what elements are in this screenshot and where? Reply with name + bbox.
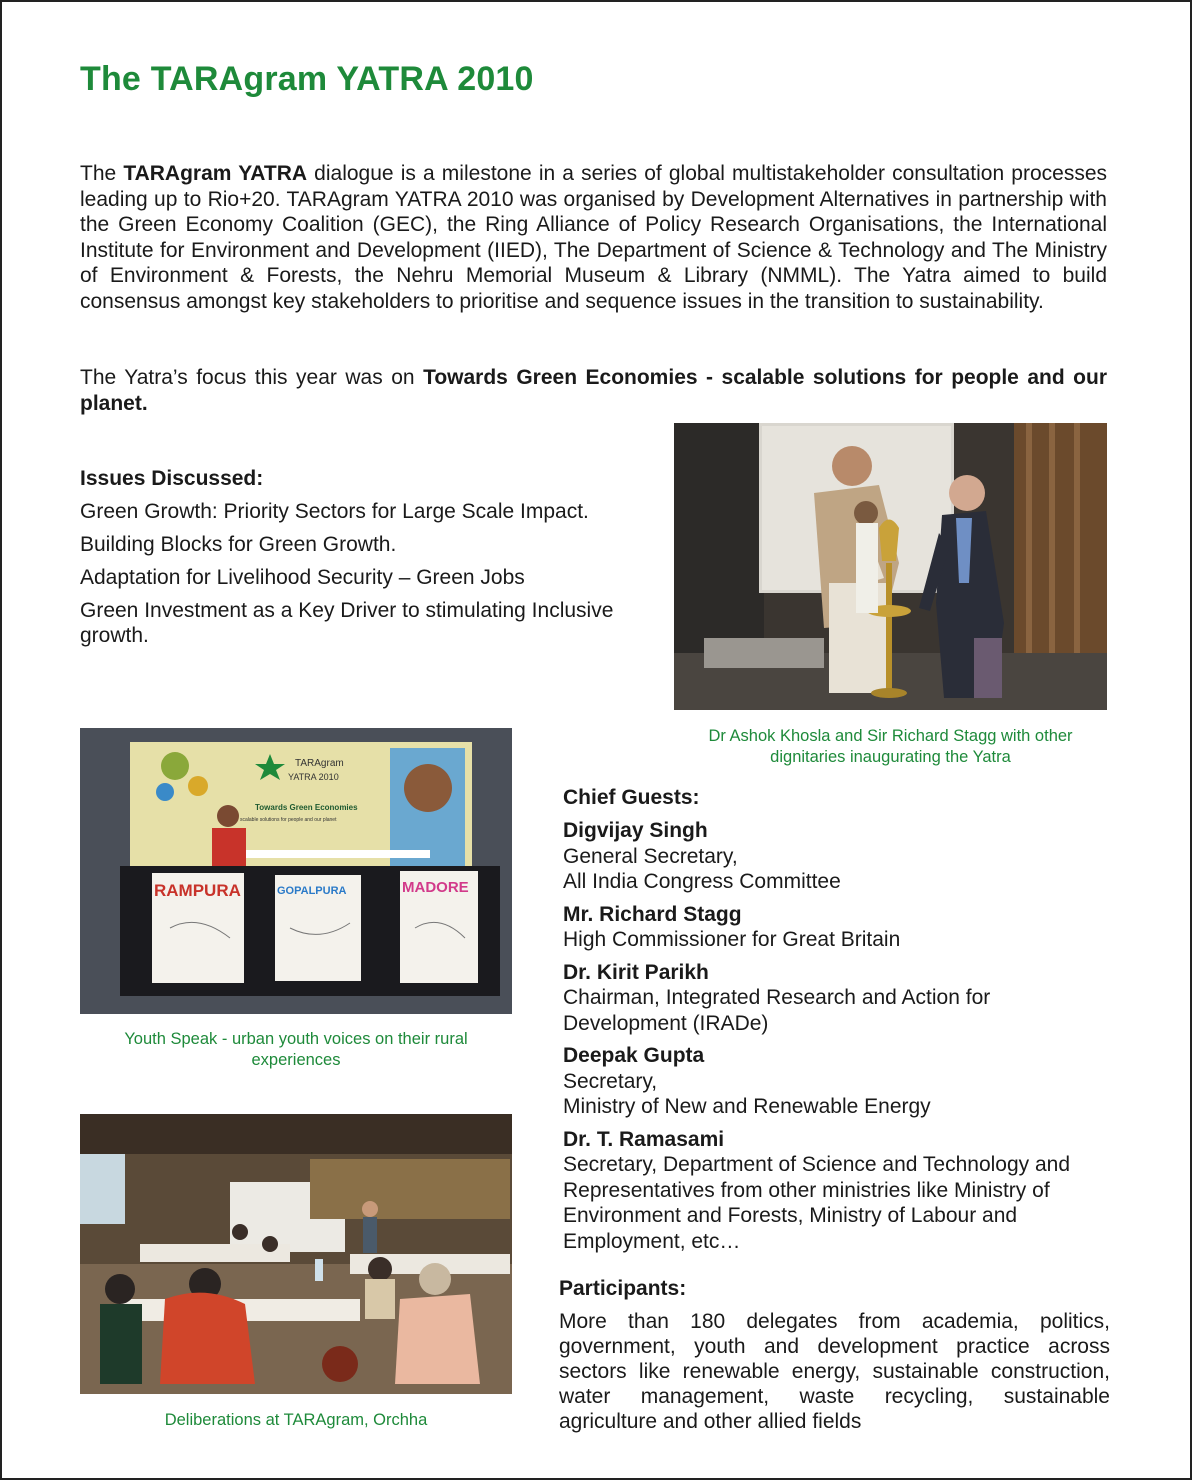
issue-item: Green Growth: Priority Sectors for Large Scale Impact. [80,500,589,523]
guest-name: Mr. Richard Stagg [563,902,742,926]
guest-item [563,902,1103,953]
inauguration-photo [674,423,1107,710]
banner-sub: scalable solutions for people and our planet [240,817,337,823]
guest-item [563,1127,1103,1255]
guest-item [563,960,1103,1037]
issue-item: Adaptation for Livelihood Security – Green Jobs [80,566,525,589]
focus-bold: Towards Green Economies - scalable solutions for people and our planet. [80,366,1107,415]
guest-name: Deepak Gupta [563,1044,705,1067]
deliberations-caption: Deliberations at TARAgram, Orchha [164,1411,428,1429]
chief-guests-list [563,818,1103,1261]
banner-brand: TARAgram [295,758,344,769]
inauguration-caption: Dr Ashok Khosla and Sir Richard Stagg with other dignitaries inaugurating the Yatra [708,727,1073,766]
youth-speak-photo [80,728,512,1014]
poster-madore: MADORE [402,879,469,896]
intro-bold-term: TARAgram YATRA [123,162,308,185]
guest-role: Secretary, Department of Science and Technology and Representatives from other ministries like Ministry of Environment and Forests, Ministry of Labour and Employment, etc… [563,1153,1071,1253]
youth-speak-caption: Youth Speak - urban youth voices on their rural experiences [124,1030,468,1069]
guest-name: Dr. Kirit Parikh [563,960,709,984]
page-title: The TARAgram YATRA 2010 [80,60,534,98]
poster-rampura: RAMPURA [154,881,241,900]
intro-lead: The [80,162,124,185]
intro-paragraph [80,161,1107,314]
guest-role: Chairman, Integrated Research and Action for Development (IRADe) [563,986,991,1035]
banner-theme: Towards Green Economies [255,803,358,812]
chief-guests-heading: Chief Guests: [563,786,700,809]
focus-paragraph [80,365,1107,416]
guest-name: Digvijay Singh [563,819,708,842]
deliberations-photo [80,1114,512,1394]
guest-item [563,818,1103,895]
intro-rest: dialogue is a milestone in a series of global multistakeholder consultation processes leading up to Rio+20. TARAgram YATRA 2010 was organised by Development Alternatives in partnership with the Green Economy Coalition (GEC), the Ring Alliance of Policy Research Organisations, the International Institute for Environment and Development (IIED), The Department of Science & Technology and The Ministry of Environment & Forests, the Nehru Memorial Museum & Library (NMML). The Yatra aimed to build consensus amongst key stakeholders to prioritise and sequence issues in the transition to sustainability. [80,162,1108,313]
issue-item: Green Investment as a Key Driver to stimulating Inclusive growth. [80,599,614,647]
guest-role: High Commissioner for Great Britain [563,928,901,951]
poster-gopalpura: GOPALPURA [277,885,347,897]
participants-text: More than 180 delegates from academia, politics, government, youth and development practice across sectors like renewable energy, sustainable construction, water management, waste recycling, sustainable agriculture and other allied fields [559,1310,1110,1433]
guest-item [563,1043,1103,1120]
banner-yatra: YATRA 2010 [288,772,339,782]
guest-role: General Secretary, All India Congress Committee [563,844,841,893]
issues-list [80,499,660,656]
guest-role: Secretary, Ministry of New and Renewable Energy [563,1069,931,1118]
focus-lead: The Yatra’s focus this year was on [80,366,424,389]
participants-heading: Participants: [559,1277,687,1300]
issue-item: Building Blocks for Green Growth. [80,533,397,556]
issues-heading: Issues Discussed: [80,467,264,490]
guest-name: Dr. T. Ramasami [563,1127,725,1151]
